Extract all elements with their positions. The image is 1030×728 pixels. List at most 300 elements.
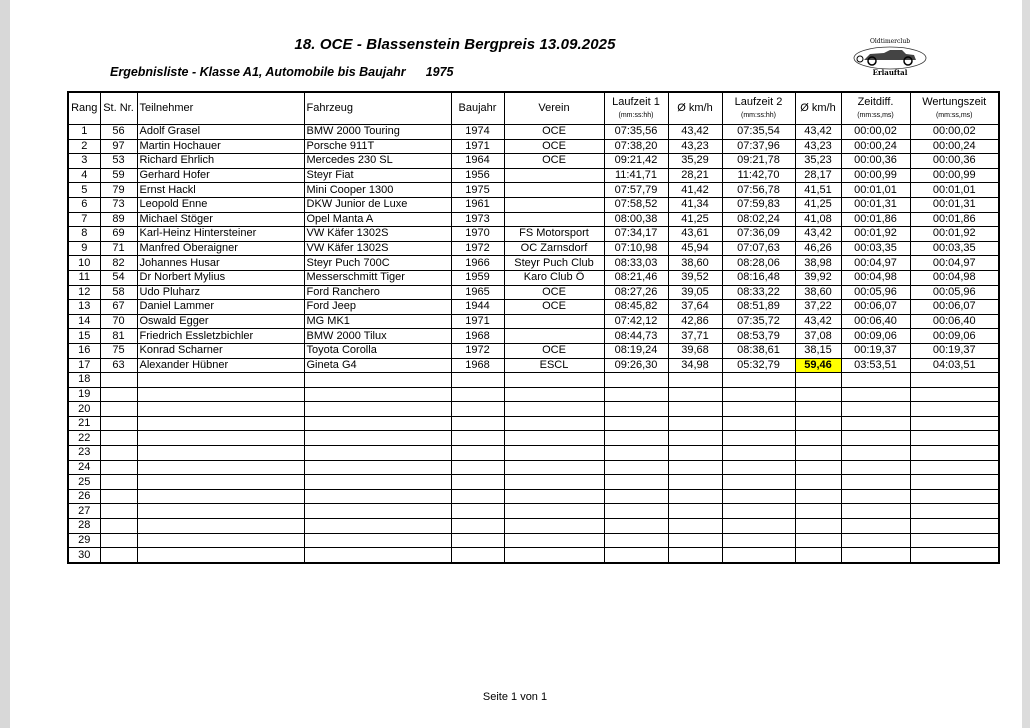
cell-kmh1: 39,52 xyxy=(668,270,722,285)
cell-laufzeit2: 08:38,61 xyxy=(722,343,795,358)
cell-fahrzeug xyxy=(304,373,451,388)
cell-laufzeit2 xyxy=(722,504,795,519)
cell-teilnehmer xyxy=(137,519,304,534)
cell-rang: 29 xyxy=(68,533,100,548)
page-subtitle xyxy=(110,65,454,79)
cell-zeitdiff xyxy=(841,387,910,402)
cell-baujahr: 1966 xyxy=(451,256,504,271)
cell-laufzeit1: 08:00,38 xyxy=(604,212,668,227)
cell-wertungszeit: 00:01,86 xyxy=(910,212,999,227)
cell-zeitdiff: 00:06,40 xyxy=(841,314,910,329)
cell-laufzeit2: 07:35,72 xyxy=(722,314,795,329)
cell-stnr: 59 xyxy=(100,168,137,183)
cell-wertungszeit: 00:01,31 xyxy=(910,197,999,212)
cell-stnr xyxy=(100,548,137,563)
cell-kmh1: 39,68 xyxy=(668,343,722,358)
cell-stnr xyxy=(100,446,137,461)
cell-fahrzeug: MG MK1 xyxy=(304,314,451,329)
cell-kmh1 xyxy=(668,519,722,534)
cell-kmh2 xyxy=(795,489,841,504)
cell-laufzeit2 xyxy=(722,475,795,490)
table-row xyxy=(68,139,999,154)
cell-laufzeit2 xyxy=(722,489,795,504)
cell-kmh2: 37,22 xyxy=(795,300,841,315)
cell-zeitdiff: 00:06,07 xyxy=(841,300,910,315)
table-row xyxy=(68,343,999,358)
cell-kmh2 xyxy=(795,373,841,388)
header-wertungszeit xyxy=(910,92,999,125)
cell-teilnehmer: Leopold Enne xyxy=(137,197,304,212)
cell-verein: OCE xyxy=(504,285,604,300)
cell-baujahr xyxy=(451,446,504,461)
cell-stnr: 70 xyxy=(100,314,137,329)
cell-laufzeit2 xyxy=(722,548,795,563)
cell-zeitdiff: 00:00,36 xyxy=(841,154,910,169)
table-header-row xyxy=(68,92,999,125)
cell-rang: 2 xyxy=(68,139,100,154)
cell-rang: 9 xyxy=(68,241,100,256)
header-stnr: St. Nr. xyxy=(100,92,137,125)
header-verein: Verein xyxy=(504,92,604,125)
cell-kmh1 xyxy=(668,460,722,475)
cell-baujahr: 1972 xyxy=(451,343,504,358)
cell-zeitdiff xyxy=(841,402,910,417)
table-row-empty xyxy=(68,387,999,402)
cell-stnr xyxy=(100,504,137,519)
cell-fahrzeug: Opel Manta A xyxy=(304,212,451,227)
subtitle-year: 1975 xyxy=(425,65,454,79)
cell-verein: Karo Club Ö xyxy=(504,270,604,285)
cell-laufzeit2 xyxy=(722,416,795,431)
cell-fahrzeug: Mercedes 230 SL xyxy=(304,154,451,169)
cell-rang: 4 xyxy=(68,168,100,183)
cell-verein xyxy=(504,548,604,563)
cell-wertungszeit: 00:00,99 xyxy=(910,168,999,183)
table-row xyxy=(68,212,999,227)
cell-zeitdiff: 00:03,35 xyxy=(841,241,910,256)
cell-stnr: 71 xyxy=(100,241,137,256)
cell-kmh2: 38,98 xyxy=(795,256,841,271)
cell-kmh1 xyxy=(668,373,722,388)
cell-fahrzeug xyxy=(304,416,451,431)
cell-kmh2: 41,51 xyxy=(795,183,841,198)
cell-rang: 22 xyxy=(68,431,100,446)
table-row xyxy=(68,168,999,183)
cell-zeitdiff xyxy=(841,489,910,504)
cell-teilnehmer: Dr Norbert Mylius xyxy=(137,270,304,285)
cell-rang: 21 xyxy=(68,416,100,431)
cell-kmh1: 35,29 xyxy=(668,154,722,169)
cell-wertungszeit: 00:04,97 xyxy=(910,256,999,271)
cell-wertungszeit: 00:09,06 xyxy=(910,329,999,344)
cell-fahrzeug: Porsche 911T xyxy=(304,139,451,154)
cell-zeitdiff: 00:00,02 xyxy=(841,125,910,140)
vintage-car-icon xyxy=(850,44,930,70)
page-title: 18. OCE - Blassenstein Bergpreis 13.09.2025 xyxy=(294,36,616,53)
cell-wertungszeit xyxy=(910,446,999,461)
cell-laufzeit2: 07:59,83 xyxy=(722,197,795,212)
table-row xyxy=(68,300,999,315)
cell-teilnehmer xyxy=(137,373,304,388)
cell-laufzeit2 xyxy=(722,431,795,446)
cell-laufzeit1: 09:26,30 xyxy=(604,358,668,373)
cell-baujahr xyxy=(451,533,504,548)
cell-rang: 8 xyxy=(68,227,100,242)
cell-laufzeit2 xyxy=(722,460,795,475)
cell-zeitdiff: 00:00,24 xyxy=(841,139,910,154)
cell-wertungszeit xyxy=(910,416,999,431)
cell-wertungszeit xyxy=(910,533,999,548)
cell-laufzeit2: 08:51,89 xyxy=(722,300,795,315)
table-row xyxy=(68,314,999,329)
cell-kmh1: 42,86 xyxy=(668,314,722,329)
cell-kmh1: 34,98 xyxy=(668,358,722,373)
cell-zeitdiff xyxy=(841,519,910,534)
cell-fahrzeug xyxy=(304,548,451,563)
cell-zeitdiff: 00:01,86 xyxy=(841,212,910,227)
cell-kmh1: 43,42 xyxy=(668,125,722,140)
table-row xyxy=(68,125,999,140)
header-rang: Rang xyxy=(68,92,100,125)
cell-laufzeit1: 07:42,12 xyxy=(604,314,668,329)
header-zeitdiff-unit: (mm:ss,ms) xyxy=(857,111,894,119)
cell-zeitdiff: 03:53,51 xyxy=(841,358,910,373)
cell-laufzeit1: 07:58,52 xyxy=(604,197,668,212)
header-wertungszeit-label: Wertungszeit xyxy=(922,95,987,108)
cell-baujahr: 1973 xyxy=(451,212,504,227)
cell-laufzeit1: 07:10,98 xyxy=(604,241,668,256)
cell-teilnehmer: Martin Hochauer xyxy=(137,139,304,154)
cell-wertungszeit: 00:06,40 xyxy=(910,314,999,329)
cell-teilnehmer xyxy=(137,460,304,475)
cell-teilnehmer: Karl-Heinz Hintersteiner xyxy=(137,227,304,242)
cell-fahrzeug xyxy=(304,446,451,461)
cell-kmh1: 41,42 xyxy=(668,183,722,198)
cell-kmh1: 43,61 xyxy=(668,227,722,242)
cell-wertungszeit: 00:00,36 xyxy=(910,154,999,169)
cell-kmh2: 43,42 xyxy=(795,227,841,242)
cell-fahrzeug xyxy=(304,475,451,490)
cell-fahrzeug: BMW 2000 Tilux xyxy=(304,329,451,344)
table-row-empty xyxy=(68,431,999,446)
cell-rang: 20 xyxy=(68,402,100,417)
cell-kmh2: 43,42 xyxy=(795,125,841,140)
cell-teilnehmer: Ernst Hackl xyxy=(137,183,304,198)
cell-wertungszeit: 00:00,24 xyxy=(910,139,999,154)
cell-baujahr: 1959 xyxy=(451,270,504,285)
cell-rang: 27 xyxy=(68,504,100,519)
cell-laufzeit2: 07:35,54 xyxy=(722,125,795,140)
cell-laufzeit1 xyxy=(604,373,668,388)
cell-laufzeit1: 08:19,24 xyxy=(604,343,668,358)
table-row xyxy=(68,197,999,212)
subtitle-label: Ergebnisliste - Klasse A1, Automobile bis Baujahr xyxy=(110,65,406,79)
cell-verein xyxy=(504,489,604,504)
table-row-empty xyxy=(68,533,999,548)
cell-fahrzeug xyxy=(304,431,451,446)
cell-teilnehmer xyxy=(137,446,304,461)
cell-teilnehmer xyxy=(137,548,304,563)
cell-rang: 1 xyxy=(68,125,100,140)
cell-teilnehmer xyxy=(137,489,304,504)
cell-fahrzeug: Gineta G4 xyxy=(304,358,451,373)
cell-kmh2 xyxy=(795,446,841,461)
cell-fahrzeug xyxy=(304,519,451,534)
cell-stnr: 69 xyxy=(100,227,137,242)
cell-verein: OCE xyxy=(504,343,604,358)
cell-teilnehmer: Gerhard Hofer xyxy=(137,168,304,183)
cell-stnr xyxy=(100,431,137,446)
cell-laufzeit1 xyxy=(604,475,668,490)
cell-stnr xyxy=(100,373,137,388)
cell-kmh1 xyxy=(668,387,722,402)
cell-laufzeit1 xyxy=(604,402,668,417)
cell-zeitdiff xyxy=(841,431,910,446)
cell-kmh1: 41,25 xyxy=(668,212,722,227)
cell-zeitdiff: 00:05,96 xyxy=(841,285,910,300)
cell-baujahr xyxy=(451,373,504,388)
cell-teilnehmer: Konrad Scharner xyxy=(137,343,304,358)
cell-verein xyxy=(504,197,604,212)
cell-zeitdiff xyxy=(841,475,910,490)
cell-baujahr: 1970 xyxy=(451,227,504,242)
cell-kmh2: 43,23 xyxy=(795,139,841,154)
cell-laufzeit1 xyxy=(604,460,668,475)
cell-fahrzeug xyxy=(304,460,451,475)
cell-wertungszeit xyxy=(910,519,999,534)
table-row xyxy=(68,227,999,242)
cell-kmh2 xyxy=(795,460,841,475)
cell-laufzeit1 xyxy=(604,533,668,548)
cell-teilnehmer xyxy=(137,416,304,431)
cell-verein: ESCL xyxy=(504,358,604,373)
cell-laufzeit1: 08:27,26 xyxy=(604,285,668,300)
cell-rang: 6 xyxy=(68,197,100,212)
cell-fahrzeug xyxy=(304,387,451,402)
cell-laufzeit1: 07:35,56 xyxy=(604,125,668,140)
cell-baujahr xyxy=(451,431,504,446)
cell-fahrzeug xyxy=(304,504,451,519)
cell-stnr: 54 xyxy=(100,270,137,285)
cell-fahrzeug: Steyr Puch 700C xyxy=(304,256,451,271)
cell-rang: 16 xyxy=(68,343,100,358)
cell-wertungszeit xyxy=(910,548,999,563)
table-row-empty xyxy=(68,373,999,388)
cell-teilnehmer: Friedrich Essletzbichler xyxy=(137,329,304,344)
table-row-empty xyxy=(68,489,999,504)
cell-wertungszeit xyxy=(910,475,999,490)
cell-kmh2 xyxy=(795,548,841,563)
header-baujahr: Baujahr xyxy=(451,92,504,125)
table-row-empty xyxy=(68,519,999,534)
cell-laufzeit2: 07:37,96 xyxy=(722,139,795,154)
cell-kmh2: 46,26 xyxy=(795,241,841,256)
cell-teilnehmer: Oswald Egger xyxy=(137,314,304,329)
cell-stnr xyxy=(100,475,137,490)
cell-verein xyxy=(504,373,604,388)
cell-zeitdiff xyxy=(841,533,910,548)
cell-kmh2 xyxy=(795,519,841,534)
cell-kmh1: 37,71 xyxy=(668,329,722,344)
cell-laufzeit1: 08:44,73 xyxy=(604,329,668,344)
cell-wertungszeit: 00:00,02 xyxy=(910,125,999,140)
table-row xyxy=(68,358,999,373)
cell-baujahr xyxy=(451,402,504,417)
cell-zeitdiff xyxy=(841,446,910,461)
logo-top-text: Oldtimerclub xyxy=(869,38,911,45)
cell-kmh1: 28,21 xyxy=(668,168,722,183)
cell-stnr xyxy=(100,402,137,417)
table-row xyxy=(68,270,999,285)
cell-wertungszeit: 00:01,01 xyxy=(910,183,999,198)
cell-zeitdiff: 00:01,92 xyxy=(841,227,910,242)
page-footer: Seite 1 von 1 xyxy=(482,691,548,703)
cell-stnr xyxy=(100,489,137,504)
cell-kmh2: 38,15 xyxy=(795,343,841,358)
cell-kmh1 xyxy=(668,475,722,490)
cell-laufzeit1 xyxy=(604,519,668,534)
header-kmh1: Ø km/h xyxy=(668,92,722,125)
cell-verein: OCE xyxy=(504,154,604,169)
cell-verein xyxy=(504,431,604,446)
table-row xyxy=(68,154,999,169)
cell-laufzeit2 xyxy=(722,446,795,461)
header-teilnehmer: Teilnehmer xyxy=(137,92,304,125)
table-row-empty xyxy=(68,402,999,417)
cell-rang: 7 xyxy=(68,212,100,227)
table-row-empty xyxy=(68,446,999,461)
cell-laufzeit2: 07:36,09 xyxy=(722,227,795,242)
logo-bottom-text: Erlauftal xyxy=(872,68,908,77)
cell-wertungszeit: 04:03,51 xyxy=(910,358,999,373)
cell-baujahr: 1965 xyxy=(451,285,504,300)
cell-laufzeit2 xyxy=(722,519,795,534)
cell-rang: 23 xyxy=(68,446,100,461)
page-edge-left xyxy=(0,0,10,728)
table-row-empty xyxy=(68,504,999,519)
cell-stnr xyxy=(100,533,137,548)
cell-verein xyxy=(504,387,604,402)
cell-teilnehmer: Udo Pluharz xyxy=(137,285,304,300)
cell-baujahr xyxy=(451,387,504,402)
cell-stnr xyxy=(100,460,137,475)
cell-verein: OCE xyxy=(504,300,604,315)
cell-kmh1: 38,60 xyxy=(668,256,722,271)
cell-teilnehmer: Daniel Lammer xyxy=(137,300,304,315)
cell-teilnehmer: Manfred Oberaigner xyxy=(137,241,304,256)
cell-laufzeit1: 07:34,17 xyxy=(604,227,668,242)
cell-stnr: 89 xyxy=(100,212,137,227)
cell-stnr: 56 xyxy=(100,125,137,140)
cell-zeitdiff: 00:04,98 xyxy=(841,270,910,285)
cell-laufzeit2: 08:28,06 xyxy=(722,256,795,271)
cell-rang: 15 xyxy=(68,329,100,344)
cell-rang: 30 xyxy=(68,548,100,563)
cell-kmh1: 41,34 xyxy=(668,197,722,212)
header-laufzeit1-unit: (mm:ss:hh) xyxy=(618,111,654,119)
cell-kmh2: 41,08 xyxy=(795,212,841,227)
header-zeitdiff xyxy=(841,92,910,125)
table-row-empty xyxy=(68,416,999,431)
cell-baujahr xyxy=(451,548,504,563)
cell-verein: OC Zarnsdorf xyxy=(504,241,604,256)
cell-rang: 18 xyxy=(68,373,100,388)
cell-fahrzeug xyxy=(304,402,451,417)
table-row xyxy=(68,183,999,198)
cell-laufzeit1 xyxy=(604,446,668,461)
cell-rang: 24 xyxy=(68,460,100,475)
cell-kmh2 xyxy=(795,402,841,417)
cell-verein: OCE xyxy=(504,125,604,140)
cell-laufzeit2: 07:56,78 xyxy=(722,183,795,198)
cell-rang: 19 xyxy=(68,387,100,402)
cell-laufzeit1: 07:57,79 xyxy=(604,183,668,198)
cell-laufzeit2 xyxy=(722,373,795,388)
cell-wertungszeit xyxy=(910,373,999,388)
cell-fahrzeug xyxy=(304,489,451,504)
cell-fahrzeug: DKW Junior de Luxe xyxy=(304,197,451,212)
cell-verein: Steyr Puch Club xyxy=(504,256,604,271)
cell-laufzeit1 xyxy=(604,416,668,431)
cell-fahrzeug: VW Käfer 1302S xyxy=(304,227,451,242)
cell-kmh2 xyxy=(795,431,841,446)
cell-verein xyxy=(504,446,604,461)
cell-stnr: 73 xyxy=(100,197,137,212)
results-body xyxy=(68,125,999,563)
header-kmh2: Ø km/h xyxy=(795,92,841,125)
cell-zeitdiff: 00:00,99 xyxy=(841,168,910,183)
cell-wertungszeit: 00:03,35 xyxy=(910,241,999,256)
cell-verein xyxy=(504,183,604,198)
cell-zeitdiff: 00:01,01 xyxy=(841,183,910,198)
cell-teilnehmer xyxy=(137,431,304,446)
header-laufzeit2 xyxy=(722,92,795,125)
cell-stnr: 53 xyxy=(100,154,137,169)
cell-kmh1 xyxy=(668,402,722,417)
cell-rang: 26 xyxy=(68,489,100,504)
table-row-empty xyxy=(68,460,999,475)
cell-zeitdiff xyxy=(841,548,910,563)
cell-laufzeit2: 07:07,63 xyxy=(722,241,795,256)
cell-laufzeit2: 08:02,24 xyxy=(722,212,795,227)
cell-stnr: 97 xyxy=(100,139,137,154)
cell-zeitdiff: 00:04,97 xyxy=(841,256,910,271)
cell-laufzeit1 xyxy=(604,548,668,563)
header-laufzeit1 xyxy=(604,92,668,125)
cell-baujahr: 1964 xyxy=(451,154,504,169)
cell-wertungszeit xyxy=(910,387,999,402)
cell-verein xyxy=(504,168,604,183)
cell-stnr xyxy=(100,387,137,402)
cell-fahrzeug: Steyr Fiat xyxy=(304,168,451,183)
cell-rang: 12 xyxy=(68,285,100,300)
cell-rang: 13 xyxy=(68,300,100,315)
cell-wertungszeit xyxy=(910,431,999,446)
cell-teilnehmer xyxy=(137,475,304,490)
cell-baujahr: 1971 xyxy=(451,314,504,329)
cell-fahrzeug: Ford Jeep xyxy=(304,300,451,315)
cell-verein xyxy=(504,212,604,227)
cell-wertungszeit: 00:19,37 xyxy=(910,343,999,358)
cell-kmh1: 39,05 xyxy=(668,285,722,300)
cell-kmh2: 41,25 xyxy=(795,197,841,212)
cell-laufzeit1 xyxy=(604,489,668,504)
cell-rang: 28 xyxy=(68,519,100,534)
cell-laufzeit1: 08:33,03 xyxy=(604,256,668,271)
cell-baujahr: 1974 xyxy=(451,125,504,140)
cell-verein xyxy=(504,475,604,490)
header-wertungszeit-unit: (mm:ss,ms) xyxy=(935,111,973,119)
